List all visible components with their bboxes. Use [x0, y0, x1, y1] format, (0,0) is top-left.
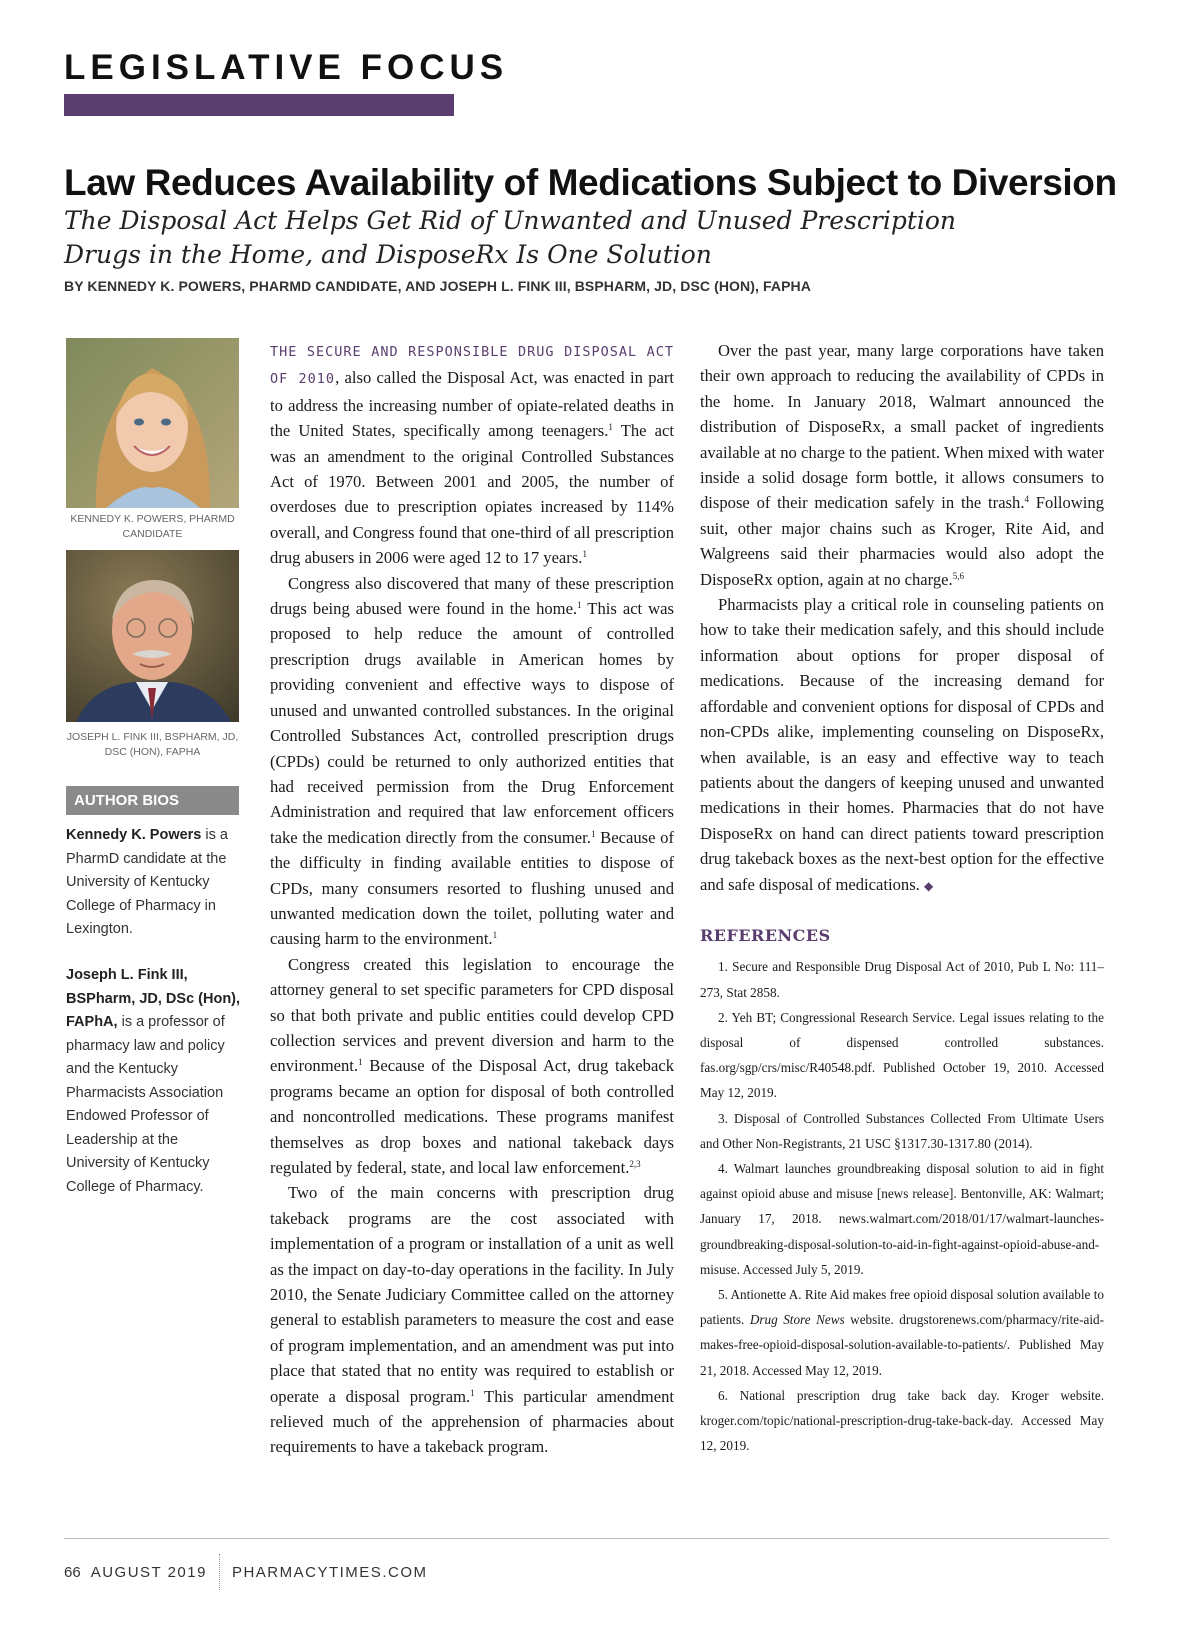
issue-date: AUGUST 2019 — [90, 1563, 207, 1581]
body-column-2 — [700, 338, 1104, 1458]
section-label: LEGISLATIVE FOCUS — [64, 48, 509, 87]
reference-5: 5. Antionette A. Rite Aid makes free opioid disposal solution available to patients. Drug Store News website. drugstorenews.com/pharmacy/rite-aid-makes-free-opioid-disposal-solution-available-to-patients/. Published May 21, 2018. Accessed May 12, 2019. — [700, 1286, 1104, 1378]
body-paragraph-1: THE SECURE AND RESPONSIBLE DRUG DISPOSAL ACT OF 2010, also called the Disposal Act, was enacted in part to address the increasing number of opiate-related deaths in the United States, specifically among teenagers.$^1$ The act was an amendment to the original Controlled Substances Act of 1970. Between 2001 and 2005, the number of overdoses due to prescription opiates increased by 114% overall, and Congress found that one-third of all prescription drug abusers in 2006 were aged 12 to 17 years.$^1$ — [270, 344, 674, 568]
footer-separator — [219, 1554, 220, 1590]
reference-6: 6. National prescription drug take back day. Kroger website. kroger.com/topic/national-prescription-drug-take-back-day. Accessed May 12, 2019. — [700, 1387, 1104, 1454]
footer-rule — [64, 1538, 1109, 1539]
bio-powers-name: Kennedy K. Powers — [66, 827, 202, 843]
reference-3: 3. Disposal of Controlled Substances Collected From Ultimate Users and Other Non-Registrants, 21 USC §1317.30-1317.80 (2014). — [700, 1110, 1104, 1151]
byline: BY KENNEDY K. POWERS, PHARMD CANDIDATE, AND JOSEPH L. FINK III, BSPHARM, JD, DSC (HON), FAPHA — [64, 278, 811, 294]
bio-fink — [66, 964, 241, 1199]
lead-in: THE SECURE AND RESPONSIBLE DRUG DISPOSAL ACT OF 2010 — [270, 344, 674, 388]
page-footer — [64, 1554, 427, 1590]
reference-2: 2. Yeh BT; Congressional Research Service. Legal issues relating to the disposal of dispensed controlled substances. fas.org/sgp/crs/misc/R40548.pdf. Published October 19, 2010. Accessed May 12, 2019. — [700, 1009, 1104, 1101]
bio-fink-name: Joseph L. Fink III, BSPharm, JD, DSc (Hon), FAPhA, — [66, 967, 241, 1030]
author-bios-header: AUTHOR BIOS — [66, 786, 239, 815]
section-accent-bar — [64, 94, 454, 116]
author-photo-fink — [66, 550, 239, 722]
references-title: REFERENCES — [700, 925, 831, 945]
bio-powers-text: is a PharmD candidate at the University of Kentucky College of Pharmacy in Lexington. — [66, 827, 228, 937]
body-paragraph-3: Congress created this legislation to encourage the attorney general to set specific parameters for CPD disposal so that both private and public entities could develop CPD collection services and prevent diversion and harm to the environment.$^1$ Because of the Disposal Act, drug takeback programs became an option for disposal of both controlled and noncontrolled medications. These programs manifest themselves as drop boxes and national takeback days regulated by federal, state, and local law enforcement.$^{2,3}$ — [270, 954, 674, 1177]
end-mark-icon: ◆ — [923, 878, 934, 893]
photo-caption-fink: JOSEPH L. FINK III, BSPHARM, JD, DSC (HON), FAPHA — [66, 731, 239, 758]
reference-4: 4. Walmart launches groundbreaking disposal solution to aid in fight against opioid abuse and misuse [news release]. Bentonville, AK: Walmart; January 17, 2018. news.walmart.com/2018/01/17/walmart-launches-groundbreaking-disposal-solution-to-aid-in-fight-against-opioid-abuse-and-misuse. Accessed July 5, 2019. — [700, 1160, 1104, 1277]
website-link[interactable]: PHARMACYTIMES.COM — [231, 1563, 428, 1581]
body-paragraph-2: Congress also discovered that many of these prescription drugs being abused were found in the home.$^1$ This act was proposed to help reduce the amount of controlled prescription drugs available in American homes by providing convenient and effective ways to dispose of unused and unwanted controlled substances. In the original Controlled Substances Act, controlled prescription drugs (CPDs) could be returned to only authorized entities that had received permission from the Drug Enforcement Administration and required that law enforcement officers take the medication directly from the consumer.$^1$ Because of the difficulty in finding available entities to dispose of CPDs, many consumers resorted to flushing unused and unwanted medication down the toilet, polluting water and causing harm to the environment.$^1$ — [270, 573, 674, 949]
bio-powers — [66, 824, 241, 942]
author-photo-powers — [66, 338, 239, 508]
body-paragraph-4: Two of the main concerns with prescription drug takeback programs are the cost associated with implementation of a program or installation of a unit as well as the impact on day-to-day operations in the facility. In July 2010, the Senate Judiciary Committee called on the attorney general to establish parameters to measure the cost and ease of program implementation, and an amendment was put into place that stated that no entity was required to establish or operate a disposal program.$^1$ This particular amendment relieved much of the apprehension of pharmacies about requirements to have a takeback program. — [270, 1183, 674, 1457]
article-subhead: The Disposal Act Helps Get Rid of Unwanted and Unused Prescription Drugs in the Home, and DisposeRx Is One Solution — [64, 206, 957, 269]
reference-1: 1. Secure and Responsible Drug Disposal Act of 2010, Pub L No: 111–273, Stat 2858. — [700, 959, 1104, 1000]
photo-caption-powers: KENNEDY K. POWERS, PHARMD CANDIDATE — [70, 513, 235, 540]
body-paragraph-6: Pharmacists play a critical role in counseling patients on how to take their medication safely, and this should include information about options for proper disposal of medications. Because of the increasing demand for affordable and convenient options for disposal of CPDs and non-CPDs alike, implementing counseling on DisposeRx, when available, is an easy and effective way to teach patients about the dangers of keeping unused and unwanted medications in their homes. Pharmacies that do not have DisposeRx on hand can direct patients toward prescription drug takeback boxes as the next-best option for the effective and safe disposal of medications. ◆ — [700, 595, 1104, 894]
body-paragraph-5: Over the past year, many large corporations have taken their own approach to reducing the availability of CPDs in the home. In January 2018, Walmart announced the distribution of DisposeRx, a small packet of ingredients available at no charge to the patient. When mixed with water inside a solid dosage form bottle, it allows consumers to dispose of their medication safely in the trash.$^4$ Following suit, other major chains such as Kroger, Rite Aid, and Walgreens said their pharmacies would also adopt the DisposeRx option, again at no charge.$^{5,6}$ — [700, 341, 1104, 589]
article-headline: Law Reduces Availability of Medications Subject to Diversion — [64, 162, 1117, 203]
page-number: 66 — [64, 1563, 81, 1581]
bio-fink-text: is a professor of pharmacy law and policy and the Kentucky Pharmacists Association Endowed Professor of Leadership at the University of Kentucky College of Pharmacy. — [66, 1014, 225, 1195]
body-column-1 — [270, 338, 674, 1460]
